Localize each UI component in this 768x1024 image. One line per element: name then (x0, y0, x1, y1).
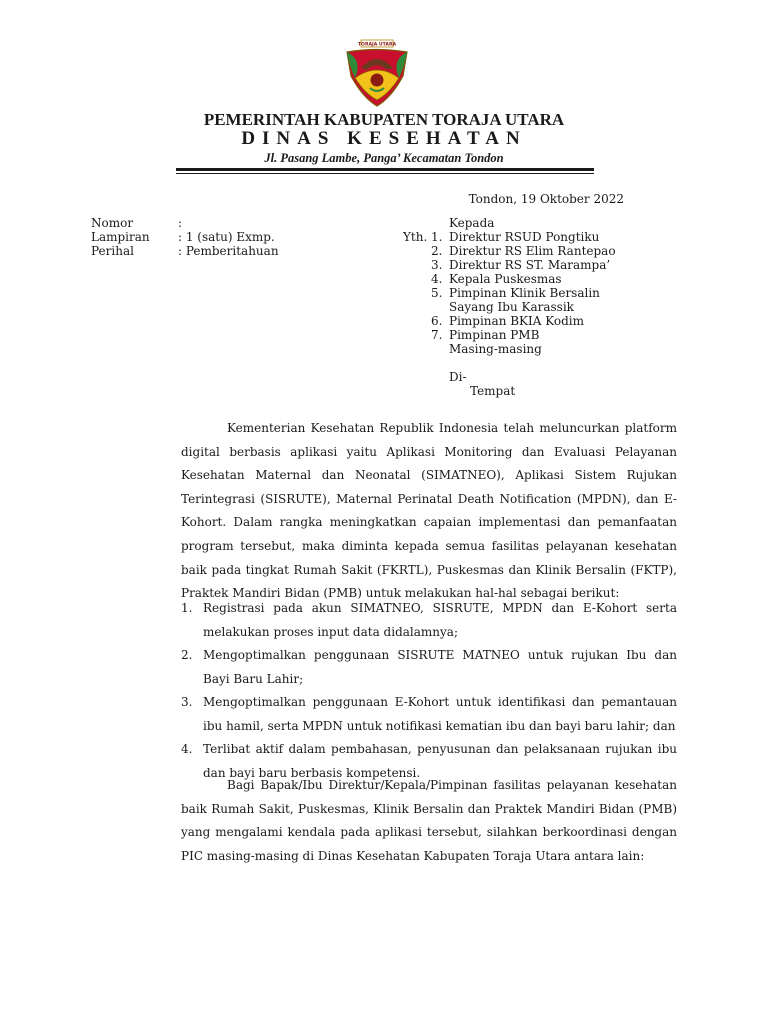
recipient-number: 6. (431, 314, 443, 328)
instruction-list (181, 597, 677, 785)
logo-text: TORAJA UTARA (357, 42, 397, 48)
nomor-value: : (178, 216, 183, 230)
kepada-label: Kepada (449, 216, 495, 230)
recipient-number: 3. (431, 258, 443, 272)
letterhead-rule-thick (176, 168, 594, 171)
agency-address: Jl. Pasang Lambe, Panga’ Kecamatan Tondon (264, 151, 504, 165)
agency-name: DINAS KESEHATAN (241, 128, 527, 149)
recipient-number: 2. (431, 244, 443, 258)
recipient-number: 7. (431, 328, 443, 342)
list-item-text: Registrasi pada akun SIMATNEO, SISRUTE, MPDN dan E-Kohort serta melakukan proses input data didalamnya; (203, 601, 677, 639)
lampiran-label: Lampiran (91, 230, 150, 244)
perihal-value: : Pemberitahuan (178, 244, 279, 258)
recipient-item: Direktur RS ST. Marampa’ (449, 258, 611, 272)
recipient-item: Direktur RSUD Pongtiku (449, 230, 600, 244)
recipient-number: 4. (431, 272, 443, 286)
list-item-number: 1. (181, 601, 193, 615)
tempat-label: Tempat (470, 384, 516, 398)
recipient-item: Direktur RS Elim Rantepao (449, 244, 616, 258)
nomor-label: Nomor (91, 216, 134, 230)
yth-label: Yth. (403, 230, 428, 244)
recipient-item: Pimpinan Klinik Bersalin (449, 286, 600, 300)
list-item (181, 691, 677, 738)
list-item-text: Terlibat aktif dalam pembahasan, penyusunan dan pelaksanaan rujukan ibu dan bayi baru berbasis kompetensi. (203, 742, 677, 780)
government-name: PEMERINTAH KABUPATEN TORAJA UTARA (203, 110, 565, 129)
list-item-number: 2. (181, 648, 193, 662)
lampiran-value: : 1 (satu) Exmp. (178, 230, 275, 244)
list-item (181, 597, 677, 644)
toraja-utara-coat-of-arms-icon (341, 38, 413, 110)
recipient-item-continued: Sayang Ibu Karassik (449, 300, 574, 314)
body-paragraph-1: Kementerian Kesehatan Republik Indonesia telah meluncurkan platform digital berbasis aplikasi yaitu Aplikasi Monitoring dan Evaluasi Pelayanan Kesehatan Maternal dan Neonatal (SIMATNEO), Aplikasi Sistem Rujukan Terintegrasi (SISRUTE), Maternal Perinatal Death Notification (MPDN), dan E-Kohort. Dalam rangka meningkatkan capaian implementasi dan pemanfaatan program tersebut, maka diminta kepada semua fasilitas pelayanan kesehatan baik pada tingkat Rumah Sakit (FKRTL), Puskesmas dan Klinik Bersalin (FKTP), Praktek Mandiri Bidan (PMB) untuk melakukan hal-hal sebagai berikut: (181, 421, 677, 601)
di-label: Di- (449, 370, 467, 384)
perihal-label: Perihal (91, 244, 134, 258)
recipient-number: 5. (431, 286, 443, 300)
letter-date: Tondon, 19 Oktober 2022 (468, 192, 624, 206)
recipient-item: Pimpinan BKIA Kodim (449, 314, 585, 328)
recipient-number: 1. (431, 230, 443, 244)
list-item (181, 644, 677, 691)
recipient-item: Pimpinan PMB (449, 328, 540, 342)
body-paragraph-2: Bagi Bapak/Ibu Direktur/Kepala/Pimpinan fasilitas pelayanan kesehatan baik Rumah Sakit, Puskesmas, Klinik Bersalin dan Praktek Mandiri Bidan (PMB) yang mengalami kendala pada aplikasi tersebut, silahkan berkoordinasi dengan PIC masing-masing di Dinas Kesehatan Kabupaten Toraja Utara antara lain: (181, 778, 677, 863)
list-item-text: Mengoptimalkan penggunaan E-Kohort untuk identifikasi dan pemantauan ibu hamil, serta MPDN untuk notifikasi kematian ibu dan bayi baru lahir; dan (203, 695, 677, 733)
letterhead-rule-thin (176, 173, 594, 174)
list-item-number: 3. (181, 695, 193, 709)
list-item-text: Mengoptimalkan penggunaan SISRUTE MATNEO untuk rujukan Ibu dan Bayi Baru Lahir; (203, 648, 677, 686)
list-item-number: 4. (181, 742, 193, 756)
recipient-item-continued: Masing-masing (449, 342, 542, 356)
recipient-item: Kepala Puskesmas (449, 272, 562, 286)
